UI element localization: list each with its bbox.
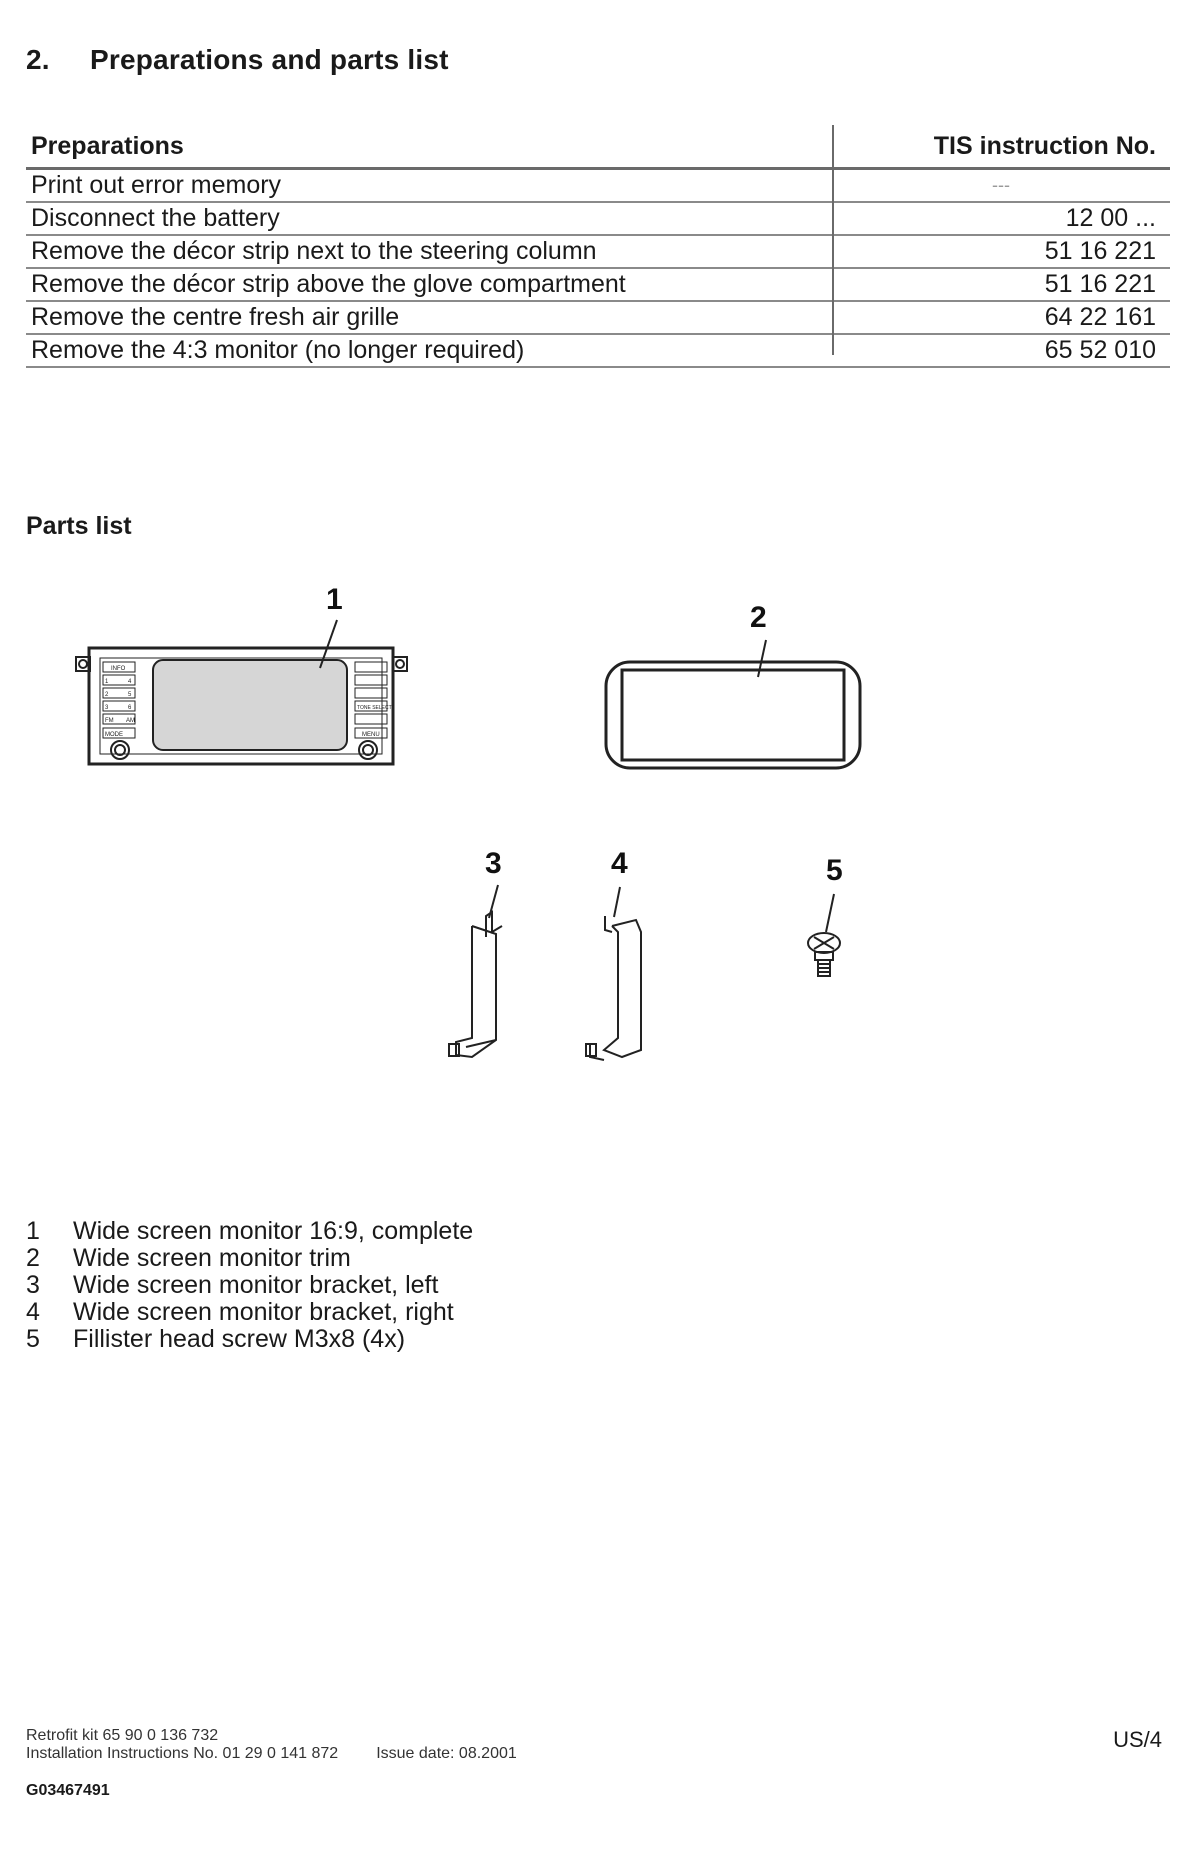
header-preparations: Preparations bbox=[31, 132, 184, 160]
left-bracket-drawing bbox=[449, 885, 502, 1057]
right-bracket-drawing bbox=[586, 887, 641, 1060]
monitor-button-label: TONE SELECT bbox=[357, 705, 392, 711]
list-item bbox=[26, 1218, 473, 1245]
section-title: Preparations and parts list bbox=[90, 44, 449, 75]
task-cell: Remove the 4:3 monitor (no longer required) bbox=[31, 336, 525, 364]
tis-cell: 65 52 010 bbox=[1044, 336, 1156, 364]
footer-issue-date: Issue date: 08.2001 bbox=[376, 1745, 517, 1762]
parts-legend bbox=[26, 1218, 473, 1353]
item-number: 5 bbox=[26, 1325, 40, 1353]
wide-screen-monitor-drawing bbox=[76, 620, 407, 764]
page-number: US/4 bbox=[1113, 1727, 1162, 1752]
callout-1: 1 bbox=[326, 583, 343, 616]
monitor-button-label: FM bbox=[105, 718, 114, 724]
table-row bbox=[26, 236, 1170, 269]
monitor-button-label: MODE bbox=[105, 732, 123, 738]
tis-cell: 51 16 221 bbox=[1044, 237, 1156, 265]
screw-drawing bbox=[808, 894, 840, 976]
monitor-button-label: 1 bbox=[105, 679, 109, 685]
item-number: 1 bbox=[26, 1217, 40, 1245]
monitor-button-label: 5 bbox=[128, 692, 132, 698]
item-label: Fillister head screw M3x8 (4x) bbox=[73, 1325, 406, 1353]
monitor-button-label: 2 bbox=[105, 692, 109, 698]
task-cell: Remove the décor strip next to the steering column bbox=[31, 237, 597, 265]
table-header bbox=[26, 125, 1170, 170]
item-number: 2 bbox=[26, 1244, 40, 1272]
callout-3: 3 bbox=[485, 847, 502, 880]
list-item bbox=[26, 1299, 473, 1326]
item-label: Wide screen monitor bracket, right bbox=[73, 1298, 454, 1326]
tis-cell: 64 22 161 bbox=[1044, 303, 1156, 331]
table-column-divider bbox=[832, 125, 834, 355]
task-cell: Print out error memory bbox=[31, 171, 282, 199]
table-row bbox=[26, 269, 1170, 302]
monitor-button-label: INFO bbox=[111, 666, 126, 672]
table-row bbox=[26, 335, 1170, 368]
section-heading bbox=[26, 44, 449, 76]
tis-cell: 12 00 ... bbox=[1065, 204, 1156, 232]
table-row bbox=[26, 302, 1170, 335]
monitor-trim-drawing bbox=[606, 640, 860, 768]
parts-list-title: Parts list bbox=[26, 512, 132, 540]
monitor-button-label: 3 bbox=[105, 705, 109, 711]
task-cell: Remove the décor strip above the glove compartment bbox=[31, 270, 626, 298]
callout-5: 5 bbox=[826, 854, 843, 887]
tis-cell: 51 16 221 bbox=[1044, 270, 1156, 298]
item-label: Wide screen monitor bracket, left bbox=[73, 1271, 439, 1299]
callout-2: 2 bbox=[750, 601, 767, 634]
monitor-button-label: 6 bbox=[128, 705, 132, 711]
section-number: 2. bbox=[26, 44, 50, 75]
task-cell: Remove the centre fresh air grille bbox=[31, 303, 400, 331]
footer-instructions bbox=[26, 1745, 517, 1763]
list-item bbox=[26, 1245, 473, 1272]
parts-illustration bbox=[0, 560, 1200, 1100]
footer-instructions-number: Installation Instructions No. 01 29 0 141 872 bbox=[26, 1745, 339, 1762]
preparations-table bbox=[26, 125, 1170, 368]
item-label: Wide screen monitor trim bbox=[73, 1244, 351, 1272]
monitor-button-label: MENU bbox=[362, 732, 380, 738]
item-number: 3 bbox=[26, 1271, 40, 1299]
monitor-button-label: 4 bbox=[128, 679, 132, 685]
table-row bbox=[26, 203, 1170, 236]
document-code: G03467491 bbox=[26, 1782, 110, 1799]
monitor-button-label: AM bbox=[126, 718, 135, 724]
callout-4: 4 bbox=[611, 847, 628, 880]
list-item bbox=[26, 1326, 473, 1353]
header-tis-number: TIS instruction No. bbox=[933, 132, 1156, 160]
task-cell: Disconnect the battery bbox=[31, 204, 280, 232]
list-item bbox=[26, 1272, 473, 1299]
item-label: Wide screen monitor 16:9, complete bbox=[73, 1217, 474, 1245]
item-number: 4 bbox=[26, 1298, 40, 1326]
footer-kit: Retrofit kit 65 90 0 136 732 bbox=[26, 1727, 219, 1744]
table-row bbox=[26, 170, 1170, 203]
tis-cell: --- bbox=[992, 175, 1010, 195]
